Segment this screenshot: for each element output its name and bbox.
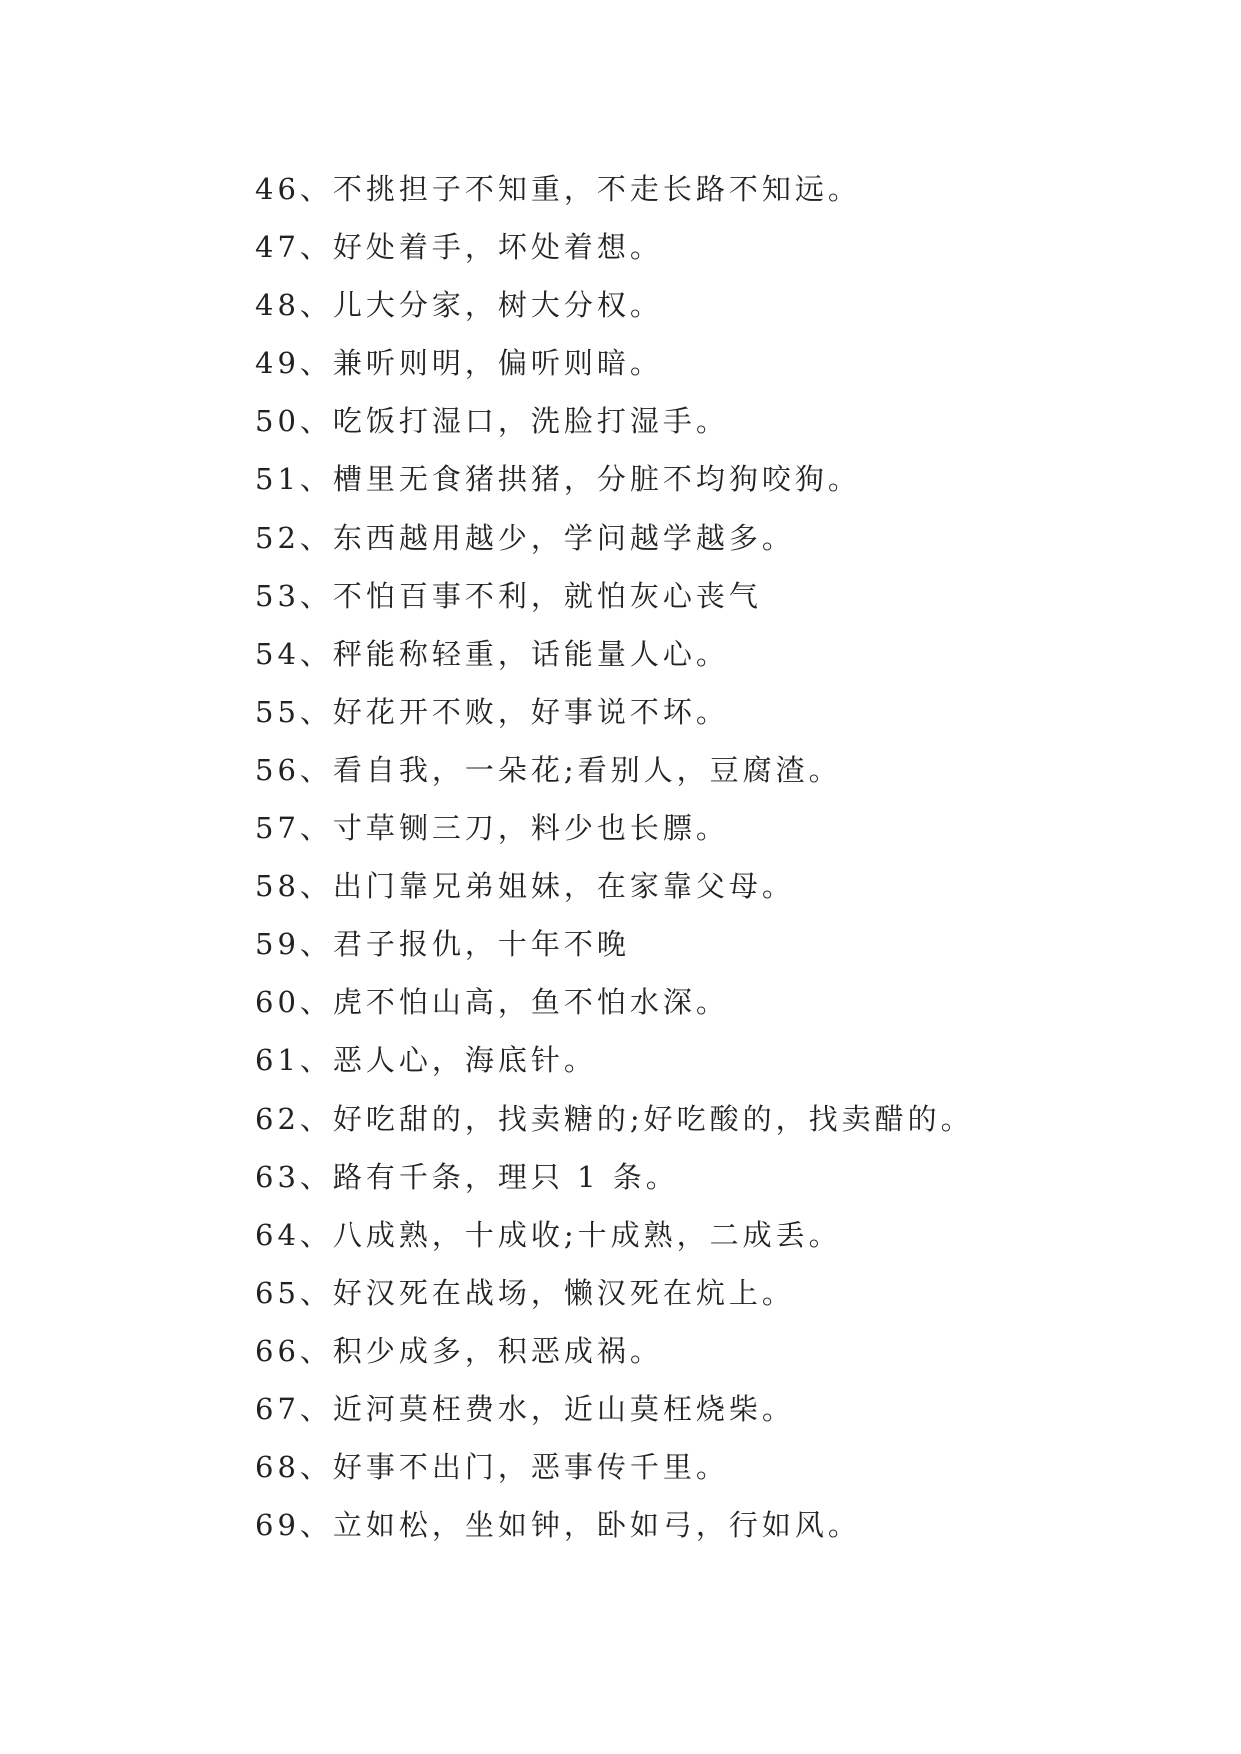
proverb-list [255,160,974,1554]
proverb-line-62: 62、好吃甜的，找卖糖的;好吃酸的，找卖醋的。 [255,1101,974,1136]
proverb-line-49: 49、兼听则明，偏听则暗。 [255,346,663,381]
proverb-line-68: 68、好事不出门，恶事传千里。 [255,1450,729,1485]
proverb-line-56: 56、看自我，一朵花;看别人，豆腐渣。 [255,752,842,787]
proverb-line-65: 65、好汉死在战场，懒汉死在炕上。 [255,1275,795,1310]
proverb-line-67: 67、近河莫枉费水，近山莫枉烧柴。 [255,1391,795,1426]
proverb-line-54: 54、秤能称轻重，话能量人心。 [255,636,729,671]
proverb-line-69: 69、立如松，坐如钟，卧如弓，行如风。 [255,1508,861,1543]
proverb-line-47: 47、好处着手，坏处着想。 [255,230,663,265]
proverb-line-52: 52、东西越用越少，学问越学越多。 [255,520,795,555]
proverb-line-61: 61、恶人心，海底针。 [255,1043,597,1078]
proverb-line-59: 59、君子报仇，十年不晚 [255,927,630,962]
proverb-line-53: 53、不怕百事不利，就怕灰心丧气 [255,578,762,613]
proverb-line-46: 46、不挑担子不知重，不走长路不知远。 [255,172,861,206]
proverb-line-48: 48、儿大分家，树大分权。 [255,288,663,323]
proverb-line-60: 60、虎不怕山高，鱼不怕水深。 [255,985,729,1020]
proverb-line-57: 57、寸草铡三刀，料少也长膘。 [255,811,729,846]
proverb-line-50: 50、吃饭打湿口，洗脸打湿手。 [255,404,729,439]
proverb-line-63: 63、路有千条，理只 1 条。 [255,1159,679,1194]
proverb-line-58: 58、出门靠兄弟姐妹，在家靠父母。 [255,869,795,904]
proverb-line-55: 55、好花开不败，好事说不坏。 [255,694,729,729]
proverb-line-66: 66、积少成多，积恶成祸。 [255,1333,663,1368]
proverb-line-64: 64、八成熟，十成收;十成熟，二成丢。 [255,1217,842,1252]
proverb-line-51: 51、槽里无食猪拱猪，分脏不均狗咬狗。 [255,462,861,497]
